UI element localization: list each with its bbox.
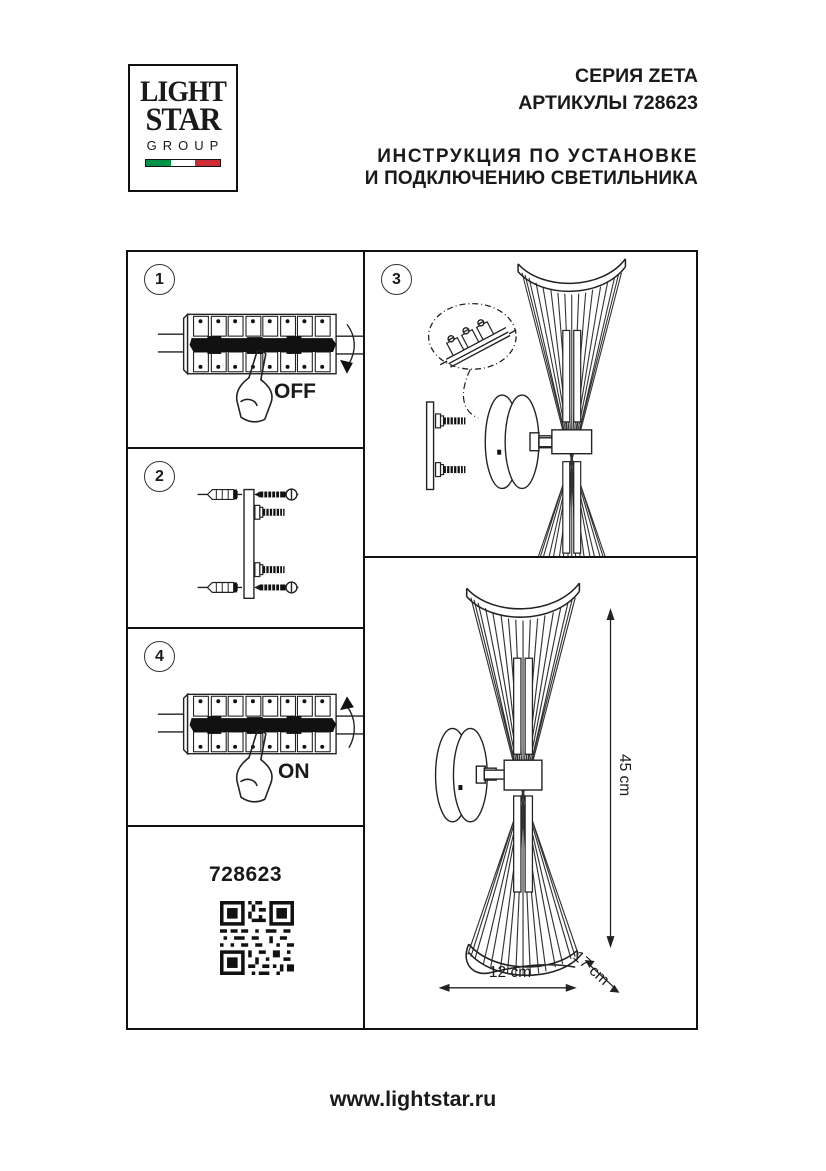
lamp-hub <box>504 760 542 790</box>
flag-green-stripe <box>146 160 171 166</box>
article-qr-panel <box>128 827 363 1028</box>
italian-flag-icon <box>145 159 221 167</box>
canopy <box>485 395 539 488</box>
instruction-title-line1: ИНСТРУКЦИЯ ПО УСТАНОВКЕ <box>377 146 698 167</box>
website-url: www.lightstar.ru <box>329 1087 497 1111</box>
step-2-badge <box>144 461 175 492</box>
dimensions-illustration <box>365 558 696 1028</box>
off-label: OFF <box>274 380 316 403</box>
steps-right-column <box>365 252 696 1028</box>
lightstar-logo <box>128 64 238 192</box>
width-dimension-label: 12 cm <box>488 964 532 981</box>
instruction-title <box>365 146 698 189</box>
instruction-title-line2: И ПОДКЛЮЧЕНИЮ СВЕТИЛЬНИКА <box>364 167 698 189</box>
article-number: 728623 <box>208 863 283 886</box>
depth-dimension-label: 17 cm <box>569 948 613 989</box>
steps-left-column <box>128 252 365 1028</box>
series-label: СЕРИЯ ZETA <box>574 65 698 87</box>
header-product-block <box>518 63 698 116</box>
step-panel-2 <box>128 449 363 629</box>
lamp-hub <box>552 430 592 454</box>
logo-group-text: GROUP <box>146 138 225 153</box>
step-1-number: 1 <box>155 270 164 288</box>
step-panel-3 <box>365 252 696 558</box>
logo-light-text: LIGHT <box>140 75 226 108</box>
on-label: ON <box>278 760 310 783</box>
step-4-badge <box>144 641 175 672</box>
articles-label: АРТИКУЛЫ 728623 <box>518 91 698 114</box>
assembly-illustration <box>365 252 696 556</box>
step-panel-1 <box>128 252 363 449</box>
step-3-number: 3 <box>392 270 401 288</box>
logo-star-text: STAR <box>145 102 221 138</box>
step-panel-4 <box>128 629 363 827</box>
wall-bracket <box>427 402 466 489</box>
qr-code <box>220 901 294 975</box>
step-2-number: 2 <box>155 467 164 485</box>
flag-red-stripe <box>195 160 220 166</box>
dimensions-panel <box>365 558 696 1028</box>
step-3-badge <box>381 264 412 295</box>
canopy <box>436 728 488 821</box>
step-1-badge <box>144 264 175 295</box>
step-4-number: 4 <box>155 647 164 665</box>
flag-white-stripe <box>171 160 196 166</box>
height-dimension-label: 45 cm <box>616 754 633 797</box>
instruction-table <box>126 250 698 1030</box>
